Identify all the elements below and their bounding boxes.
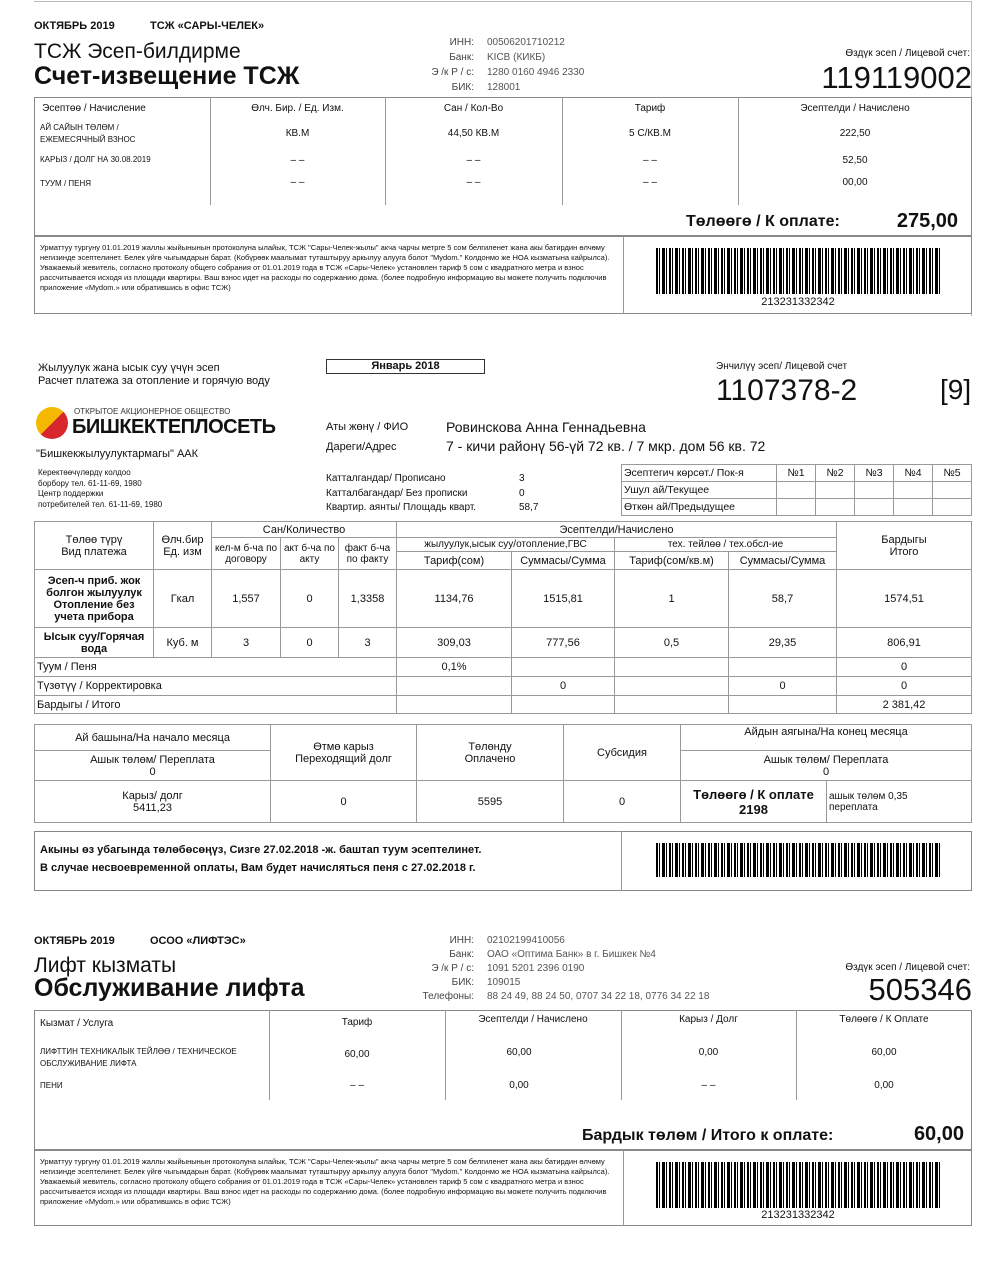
s3-barcode-number: 213231332342 — [761, 1209, 835, 1221]
s3-acct-label: Өздүк эсеп / Лицевой счет: — [845, 962, 970, 973]
s1-title-ru: Счет-извещение ТСЖ — [34, 62, 300, 90]
s1-h4: Эсептелди / Начислено — [800, 103, 910, 114]
s1-pay: 275,00 — [896, 210, 958, 232]
s3-note: Урматтуу тургуну 01.01.2019 жаллы жыйынынын протоколуна ылайык, ТСЖ "Сары-Челек-жылы" акча чарчы метрге 5 сом белгиленет жана акы батирдин өлчөму негизинде эсептелинет. Белек үйгө чыгымдарын барат. (Кобүрөөк маалымат туташтыруу аркылуу алууга болот "Mydom." Колдонмо же НОА кызматына кайрылса). Уважаемый жевитель, согласно протоколу общего собрания от 01.01.2019 года в ТСЖ «Сары-Челек» установлен тариф 5 сом с квадратного метра и взнос рассчитывается исходя из площади квартиры. Ваш взнос идет на расходы по содержанию дома. (более подробную информацию вы можете получить подключив приложение «Mydom.» или обратившись в офис ТСЖ) — [40, 1157, 610, 1206]
s3-h0: Кызмат / Услуга — [40, 1018, 114, 1029]
s2-org-ky: "Бишкекжылуулуктармагы" ААК — [36, 448, 199, 460]
s2-support: Керектөөчүлөрдү колдоо борбору тел. 61-11-69, 1980 Центр поддержки потребителей тел. 61-11-69, 1980 — [38, 468, 163, 509]
s1-r2-tariff: – – — [643, 177, 657, 188]
s1-pay-label: Төлөөгө / К оплате: — [686, 213, 840, 230]
s2-fio-label: Аты жөнү / ФИО — [326, 421, 409, 433]
s3-r1-debt: – – — [701, 1080, 716, 1091]
s3-barcode-image — [656, 1162, 940, 1208]
company-logo-icon — [36, 407, 68, 439]
s1-r1-qty: – – — [466, 155, 481, 166]
s1-acct: 119119002 — [821, 60, 972, 95]
s2-acct-label: Энчилүү эсеп/ Лицевой счет — [716, 361, 848, 372]
s1-month: ОКТЯБРЬ 2019 — [34, 20, 115, 32]
s1-r2-sum: 00,00 — [842, 177, 868, 188]
s2-meter-table: Эсептегич көрсөт./ Пок-я №1 №2 №3 №4 №5 Ушул ай/Текущее Өткөн ай/Предыдущее — [621, 464, 972, 516]
s3-r0-debt: 0,00 — [698, 1047, 719, 1058]
s1-r0-tariff: 5 С/КВ.М — [629, 128, 671, 139]
s1-org: ТСЖ «САРЫ-ЧЕЛЕК» — [150, 20, 265, 32]
s2-r0-name: Эсеп-ч приб. жок болгон жылуулук Отопление без учета прибора — [35, 570, 154, 628]
s2-addr-label: Дареги/Адрес — [326, 441, 397, 453]
s2-code: [9] — [940, 374, 972, 405]
s3-r1-acc: 0,00 — [509, 1080, 529, 1091]
s2-warn1: Акыны өз убагында төлөбөсөңүз, Сизге 27.02.2018 -ж. баштап туум эсептелинет. — [40, 844, 482, 856]
s3-req-labels: ИНН: Банк: Э /к Р / с: БИК: Телефоны: — [422, 935, 474, 1002]
s2-period: Январь 2018 — [326, 359, 485, 374]
s2-title-ru: Расчет платежа за отопление и горячую воду — [38, 375, 270, 387]
s1-barcode-number: 213231332342 — [761, 296, 835, 308]
s3-title-ru: Обслуживание лифта — [34, 974, 305, 1002]
s3-title-ky: Лифт кызматы — [34, 954, 177, 977]
s1-barcode-image — [656, 248, 940, 294]
s2-warn2: В случае несвоевременной оплаты, Вам будет начисляться пеня с 27.02.2018 г. — [40, 862, 476, 874]
s1-acct-label: Өздүк эсеп / Лицевой счет: — [845, 48, 970, 59]
s2-reg-labels: Катталгандар/ Прописано Катталбагандар/ Без прописки Квартир. аянты/ Площадь кварт. — [326, 473, 477, 513]
s1-r2-unit: – – — [290, 177, 305, 188]
s2-addr: 7 - кичи районү 56-үй 72 кв. / 7 мкр. дом 56 кв. 72 — [446, 438, 766, 454]
s3-r0-tariff: 60,00 — [344, 1049, 370, 1060]
s2-acct: 1107378-2 — [716, 374, 858, 407]
s1-req-labels: ИНН: Банк: Э /к Р / с: БИК: — [431, 37, 474, 93]
s2-reg-values: 3 0 58,7 — [519, 473, 539, 513]
s3-r0-pay: 60,00 — [871, 1047, 897, 1058]
s2-barcode-image — [656, 843, 940, 877]
s3-r1-pay: 0,00 — [874, 1080, 894, 1091]
s1-title-ky: ТСЖ Эсеп-билдирме — [34, 40, 241, 63]
s3-r0-name: ЛИФТТИН ТЕХНИКАЛЫК ТЕЙЛӨӨ / ТЕХНИЧЕСКОЕ ОБСЛУЖИВАНИЕ ЛИФТА — [40, 1047, 237, 1068]
s3-req-values: 02102199410056 ОАО «Оптима Банк» в г. Бишкек №4 1091 5201 2396 0190 109015 88 24 49, 88 24 50, 0707 34 22 18, 0776 34 22 18 — [487, 935, 710, 1002]
s3-r1-tariff: – – — [350, 1080, 364, 1091]
s3-pay-label: Бардык төлөм / Итого к оплате: — [582, 1127, 834, 1144]
s1-r2-name: ТУУМ / ПЕНЯ — [40, 179, 92, 188]
s1-r1-name: КАРЫЗ / ДОЛГ НА 30.08.2019 — [40, 155, 151, 164]
s2-pay-label: Төлөөгө / К оплате — [693, 786, 814, 802]
s3-h3: Карыз / Долг — [679, 1014, 738, 1025]
s1-h1: Өлч. Бир. / Ед. Изм. — [251, 103, 344, 114]
s3-h4: Төлөөгө / К Оплате — [839, 1014, 929, 1025]
s1-r1-unit: – – — [290, 155, 305, 166]
s2-logo-name: БИШКЕКТЕПЛОСЕТЬ — [72, 416, 276, 438]
s3-h2: Эсептелди / Начислено — [478, 1014, 588, 1025]
s1-r0-unit: КВ.М — [285, 128, 310, 139]
s2-balance-table: Ай башына/На начало месяца Өтмө карыз Переходящий долг Төлөнду Оплачено Субсидия Айдын аягына/На конец месяца Ашык төлөм/ Переплата 0 Ашык төлөм/ Переплата 0 Карыз/ долг 5411,23 0 5595 0 Төлөөгө / К оплате 2198 ашык төлөм 0,35 переплата — [34, 724, 972, 823]
s1-r0-name: АЙ САЙЫН ТӨЛӨМ / ЕЖЕМЕСЯЧНЫЙ ВЗНОС — [40, 123, 136, 144]
s3-r0-acc: 60,00 — [506, 1047, 532, 1058]
s1-h2: Сан / Кол-Во — [443, 103, 504, 114]
s1-r1-tariff: – – — [643, 155, 657, 166]
s3-r1-name: ПЕНИ — [40, 1081, 63, 1090]
s1-r1-sum: 52,50 — [842, 155, 868, 166]
s1-r0-sum: 222,50 — [839, 128, 871, 139]
s3-org: ОСОО «ЛИФТЭС» — [150, 935, 246, 947]
s1-r2-qty: – – — [466, 177, 481, 188]
s1-req-values: 00506201710212 KICB (КИКБ) 1280 0160 4946 2330 128001 — [487, 37, 585, 93]
s1-note: Урматтуу тургуну 01.01.2019 жаллы жыйынынын протоколуна ылайык, ТСЖ "Сары-Челек-жылы" акча чарчы метрге 5 сом белгиленет жана акы батирдин өлчөму негизинде эсептелинет. Белек үйгө чыгымдарын барат. (Кобүрөөк маалымат туташтыруу аркылуу алууга болот "Mydom." Колдонмо же НОА кызматына кайрылса). Уважаемый жевитель, согласно протоколу общего собрания от 01.01.2019 года в ТСЖ «Сары-Челек» установлен тариф 5 сом с квадратного метра и взнос рассчитывается исходя из площади квартиры. Ваш взнос идет на расходы по содержанию дома. (более подробную информацию вы можете получить подключив приложение «Mydom.» или обратившись в офис ТСЖ) — [40, 243, 610, 292]
s2-title-ky: Жылуулук жана ысык суу үчүн эсеп — [38, 362, 220, 374]
s3-acct: 505346 — [868, 972, 972, 1007]
s2-fio: Ровинскова Анна Геннадьевна — [446, 419, 646, 435]
s3-pay: 60,00 — [913, 1123, 964, 1145]
s2-main-table: Төлөө түрү Вид платежа Өлч.бир Ед. изм Сан/Количество Эсептелди/Начислено Бардыгы Итого кел-м б-ча по договору акт б-ча по акту факт б-ча по факту жылуулук,ысык суу/отопление,ГВС тех. тейлөө / тех.обсл-ие Тариф(сом) Суммасы/Сумма Тариф(сом/кв.м) Суммасы/Сумма Эсеп-ч приб. жок болгон жылуулук Отопление без учета прибора Гкал 1,557 0 1,3358 1134,76 1515,81 1 58,7 1574,51 Ысык суу/Горячая вода Куб. м 3 0 3 309,03 777,56 0,5 29,35 806,91 Туум / Пеня 0,1% 0 Түзөтүү / Корректировка 0 0 0 Бардыгы / Итого 2 381,42 — [34, 521, 972, 714]
s3-month: ОКТЯБРЬ 2019 — [34, 935, 115, 947]
s2-logo-sub: ОТКРЫТОЕ АКЦИОНЕРНОЕ ОБЩЕСТВО — [74, 407, 231, 416]
s1-r0-qty: 44,50 КВ.М — [447, 128, 500, 139]
s2-r1-name: Ысык суу/Горячая вода — [35, 628, 154, 658]
s3-h1: Тариф — [341, 1017, 373, 1028]
s1-h3: Тариф — [634, 103, 666, 114]
s1-h0: Эсептөө / Начисление — [42, 103, 146, 114]
s2-pay: 2198 — [739, 801, 768, 817]
